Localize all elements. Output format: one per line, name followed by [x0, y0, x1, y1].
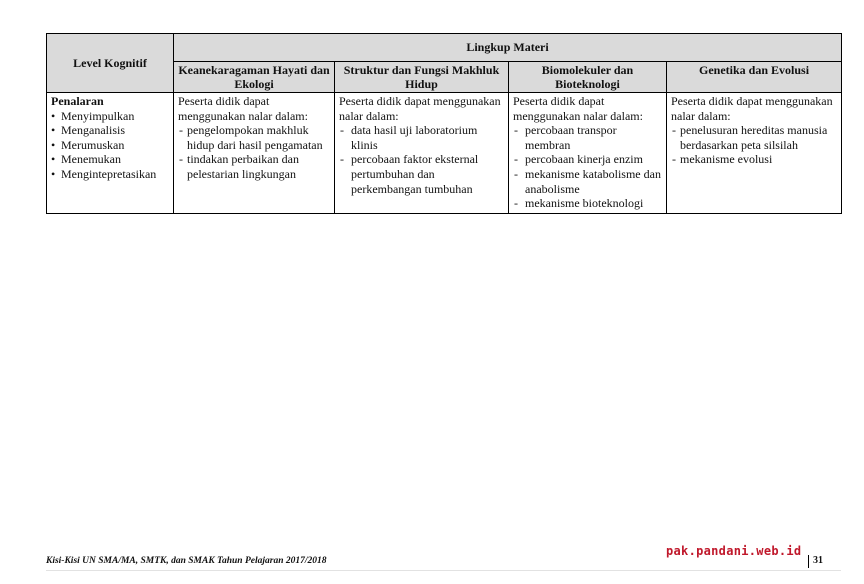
lingkup-materi-header: Lingkup Materi [174, 34, 842, 62]
kisi-kisi-table [46, 33, 842, 214]
list-item: - percobaan transpor membran [513, 123, 662, 152]
cell-ekologi [174, 93, 335, 214]
cell-intro: Peserta didik dapat menggunakan nalar dalam: [671, 94, 833, 123]
list-item: - percobaan kinerja enzim [513, 152, 662, 167]
list-item: • Menyimpulkan [51, 109, 169, 124]
list-item: - mekanisme katabolisme dan anabolisme [513, 167, 662, 196]
list-item: - tindakan perbaikan dan pelestarian lingkungan [178, 152, 330, 181]
footer-divider [46, 570, 841, 571]
column-header-biomolekuler: Biomolekuler dan Bioteknologi [509, 62, 667, 93]
watermark-text: pak.pandani.web.id [666, 544, 802, 558]
table-row [47, 93, 842, 214]
list-item: • Menganalisis [51, 123, 169, 138]
list-item: - pengelompokan makhluk hidup dari hasil pengamatan [178, 123, 330, 152]
level-items [51, 109, 169, 182]
list-item: - data hasil uji laboratorium klinis [339, 123, 504, 152]
page-number: 31 [808, 555, 823, 568]
column-header-genetika: Genetika dan Evolusi [667, 62, 842, 93]
cell-struktur [335, 93, 509, 214]
list-item: - penelusuran hereditas manusia berdasarkan peta silsilah [671, 123, 837, 152]
cell-items [671, 123, 837, 167]
cell-intro: Peserta didik dapat menggunakan nalar dalam: [178, 94, 308, 123]
column-header-ekologi: Keanekaragaman Hayati dan Ekologi [174, 62, 335, 93]
cell-items [339, 123, 504, 196]
footer-caption: Kisi-Kisi UN SMA/MA, SMTK, dan SMAK Tahun Pelajaran 2017/2018 [46, 556, 327, 566]
cell-biomolekuler [509, 93, 667, 214]
cell-genetika [667, 93, 842, 214]
list-item: - percobaan faktor eksternal pertumbuhan dan perkembangan tumbuhan [339, 152, 504, 196]
level-kognitif-header: Level Kognitif [47, 34, 174, 93]
list-item: • Merumuskan [51, 138, 169, 153]
list-item: • Menemukan [51, 152, 169, 167]
list-item: - mekanisme evolusi [671, 152, 837, 167]
list-item: - mekanisme bioteknologi [513, 196, 662, 211]
cell-items [178, 123, 330, 181]
level-cell [47, 93, 174, 214]
cell-intro: Peserta didik dapat menggunakan nalar dalam: [339, 94, 501, 123]
cell-items [513, 123, 662, 211]
column-header-struktur: Struktur dan Fungsi Makhluk Hidup [335, 62, 509, 93]
cell-intro: Peserta didik dapat menggunakan nalar dalam: [513, 94, 643, 123]
list-item: • Mengintepretasikan [51, 167, 169, 182]
level-title: Penalaran [51, 94, 104, 108]
